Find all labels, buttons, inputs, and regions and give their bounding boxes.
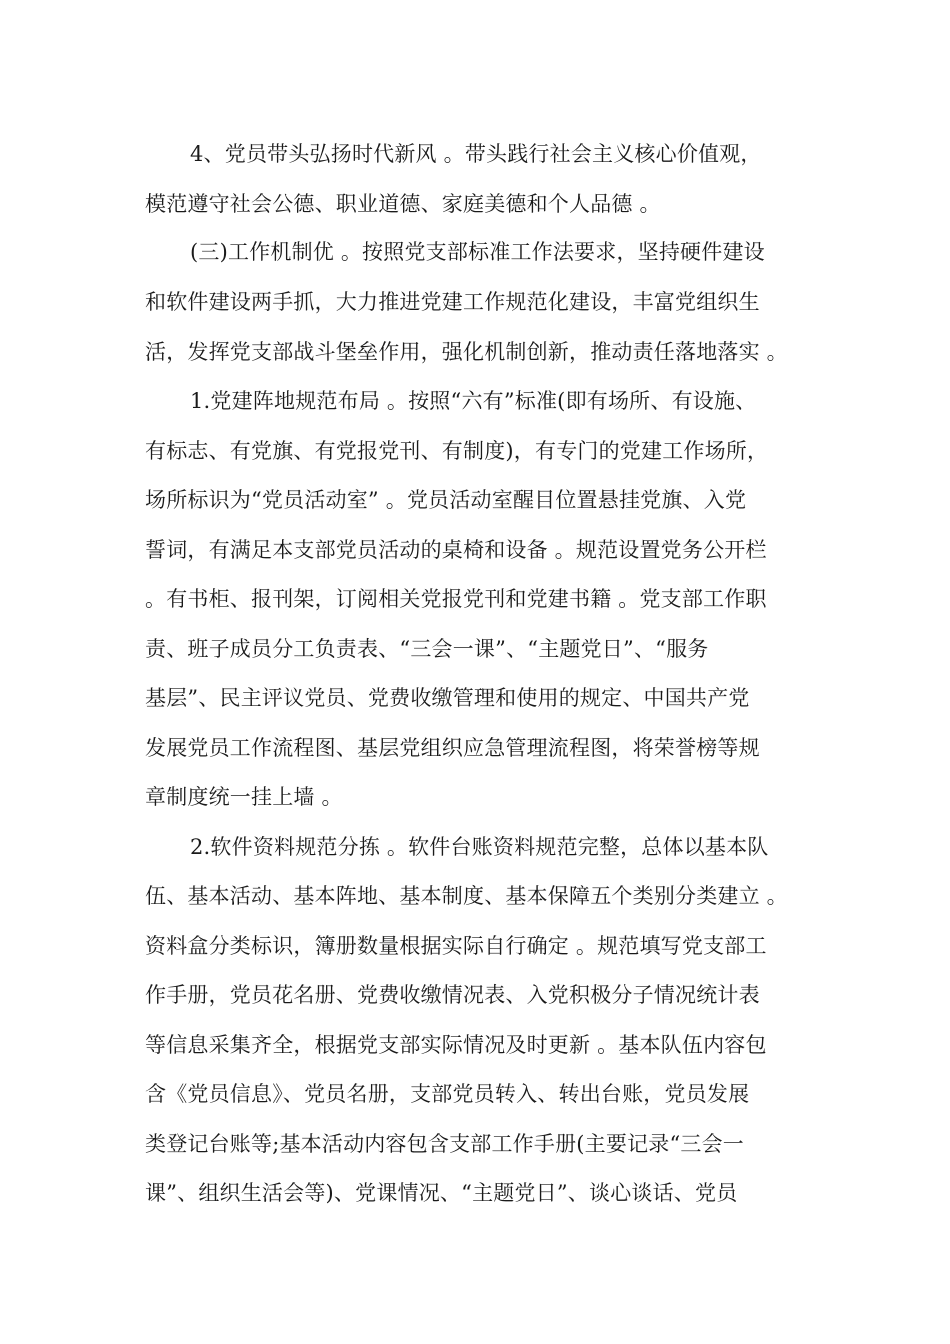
text-line: 场所标识为“党员活动室” 。党员活动室醒目位置悬挂党旗、入党 [145,488,747,512]
text-line: 责、班子成员分工负责表、“三会一课”、“主题党日”、“服务 [145,637,709,661]
text-line: 1.党建阵地规范布局 。按照“六有”标准(即有场所、有设施、 [190,389,757,413]
text-line: 章制度统一挂上墙 。 [145,785,343,809]
text-line: 和软件建设两手抓，大力推进党建工作规范化建设，丰富党组织生 [145,290,760,314]
text-line: 作手册，党员花名册、党费收缴情况表、入党积极分子情况统计表 [145,983,760,1007]
text-line: 活，发挥党支部战斗堡垒作用，强化机制创新，推动责任落地落实 。 [145,340,788,364]
text-line: (三)工作机制优 。按照党支部标准工作法要求，坚持硬件建设 [190,240,765,264]
text-line: 伍、基本活动、基本阵地、基本制度、基本保障五个类别分类建立 。 [145,884,788,908]
text-line: 4、党员带头弘扬时代新风 。带头践行社会主义核心价值观， [190,142,762,166]
text-line: 誓词，有满足本支部党员活动的桌椅和设备 。规范设置党务公开栏 [145,538,767,562]
text-line: 等信息采集齐全，根据党支部实际情况及时更新 。基本队伍内容包 [145,1033,767,1057]
text-line: 资料盒分类标识，簿册数量根据实际自行确定 。规范填写党支部工 [145,934,767,958]
text-line: 模范遵守社会公德、职业道德、家庭美德和个人品德 。 [145,192,661,216]
text-line: 类登记台账等;基本活动内容包含支部工作手册(主要记录“三会一 [145,1132,745,1156]
text-line: 基层”、民主评议党员、党费收缴管理和使用的规定、中国共产党 [145,686,750,710]
text-line: 课”、组织生活会等)、党课情况、“主题党日”、谈心谈话、党员 [145,1181,738,1205]
text-line: 有标志、有党旗、有党报党刊、有制度)，有专门的党建工作场所， [145,439,769,463]
text-line: 发展党员工作流程图、基层党组织应急管理流程图，将荣誉榜等规 [145,736,760,760]
text-line: 2.软件资料规范分拣 。软件台账资料规范完整，总体以基本队 [190,835,769,859]
text-line: 。有书柜、报刊架，订阅相关党报党刊和党建书籍 。党支部工作职 [145,587,767,611]
text-line: 含《党员信息》、党员名册，支部党员转入、转出台账，党员发展 [145,1082,750,1106]
